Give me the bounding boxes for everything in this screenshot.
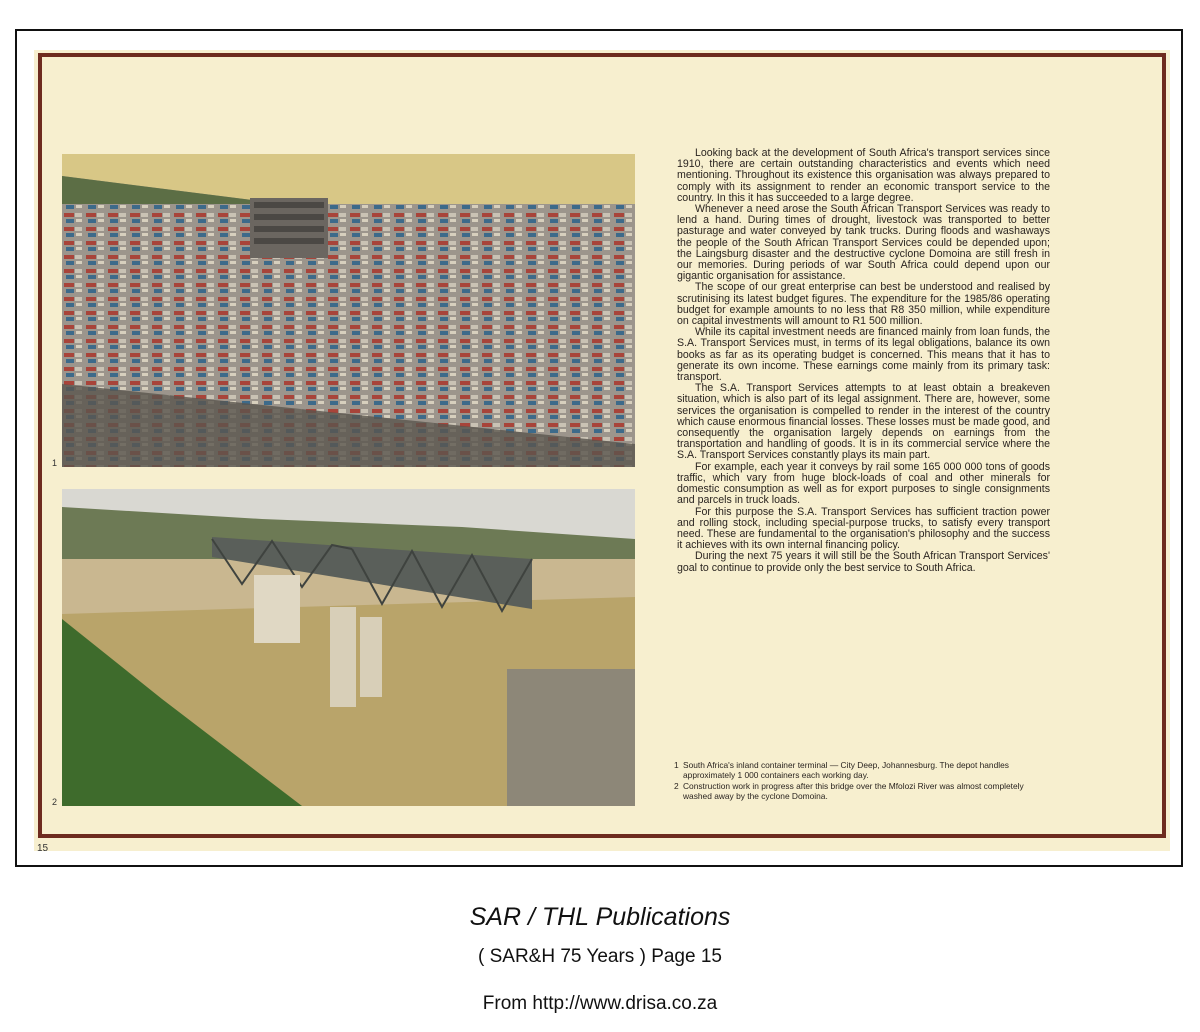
photo-label-1: 1 xyxy=(52,458,58,468)
article-paragraph: Whenever a need arose the South African Transport Services was ready to lend a hand. During times of drought, livestock was transported to better pasturage and water conveyed by tank trucks. During floods and washaways the people of the South African Transport Services could be depended upon; the Laingsburg disaster and the destructive cyclone Domoina are still fresh in our memories. During periods of war South Africa could depend upon our gigantic organisation for assistance. xyxy=(677,203,1050,283)
article-paragraph: During the next 75 years it will still be the South African Transport Services' goal to continue to provide only the best service to South Africa. xyxy=(677,550,1050,574)
photo-label-2: 2 xyxy=(52,797,58,807)
article-paragraph: Looking back at the development of South Africa's transport services since 1910, there are certain outstanding characteristics and events which need mentioning. Throughout its existence this organisation was always prepared to comply with its assignment to render an economic transport service to the country. In this it has succeeded to a large degree. xyxy=(677,147,1050,204)
caption-text: Construction work in progress after this bridge over the Mfolozi River was almost completely washed away by the cyclone Domoina. xyxy=(683,781,1024,801)
photo-captions xyxy=(674,761,1054,803)
container-terminal-photo xyxy=(62,154,635,467)
article-paragraph: For example, each year it conveys by rail some 165 000 000 tons of goods traffic, which vary from huge block-loads of coal and other minerals for domestic consumption as well as for export purposes to single consignments and parcels in truck loads. xyxy=(677,460,1050,507)
publication-title: SAR / THL Publications xyxy=(469,903,731,931)
container-terminal-illustration xyxy=(62,154,635,467)
source-link[interactable]: From http://www.drisa.co.za xyxy=(482,993,718,1014)
caption-number: 1 xyxy=(674,760,679,770)
caption-number: 2 xyxy=(674,781,679,792)
article-paragraph: The scope of our great enterprise can best be understood and realised by scrutinising its latest budget figures. The expenditure for the 1985/86 operating budget for example amounts to no less that R8 350 million, while expenditure on capital investments will amount to R1 500 million. xyxy=(677,281,1050,328)
bridge-illustration xyxy=(62,489,635,806)
caption-text: South Africa's inland container terminal — City Deep, Johannesburg. The depot handles approximately 1 000 containers each working day. xyxy=(683,760,1009,780)
article-paragraph: The S.A. Transport Services attempts to at least obtain a breakeven situation, which is also part of its legal assignment. There are, however, some services the organisation is compelled to render in the interest of the country which cause enormous financial losses. These losses must be made good, and consequently the organisation largely depends on earnings from the transportation and handling of goods. It is in its commercial service where the S.A. Transport Services constantly plays its main part. xyxy=(677,382,1050,462)
mfolozi-bridge-photo xyxy=(62,489,635,806)
publication-subtitle: ( SAR&H 75 Years ) Page 15 xyxy=(478,946,722,967)
scan-frame xyxy=(15,29,1183,867)
page-number: 15 xyxy=(37,843,49,854)
article-body xyxy=(677,148,1050,574)
article-paragraph: While its capital investment needs are financed mainly from loan funds, the S.A. Transport Services must, in terms of its legal obligations, balance its own books as far as its operating budget is concerned. This means that it has to generate its own income. These earnings come mainly from its primary task: transport. xyxy=(677,326,1050,384)
book-page xyxy=(34,50,1170,854)
caption-2 xyxy=(674,782,1054,801)
caption-1 xyxy=(674,761,1054,780)
article-paragraph: For this purpose the S.A. Transport Services has sufficient traction power and rolling stock, including special-purpose trucks, to satisfy every transport need. These are fundamental to the organisation's philosophy and the success it achieves with its own internal financing policy. xyxy=(677,505,1050,552)
